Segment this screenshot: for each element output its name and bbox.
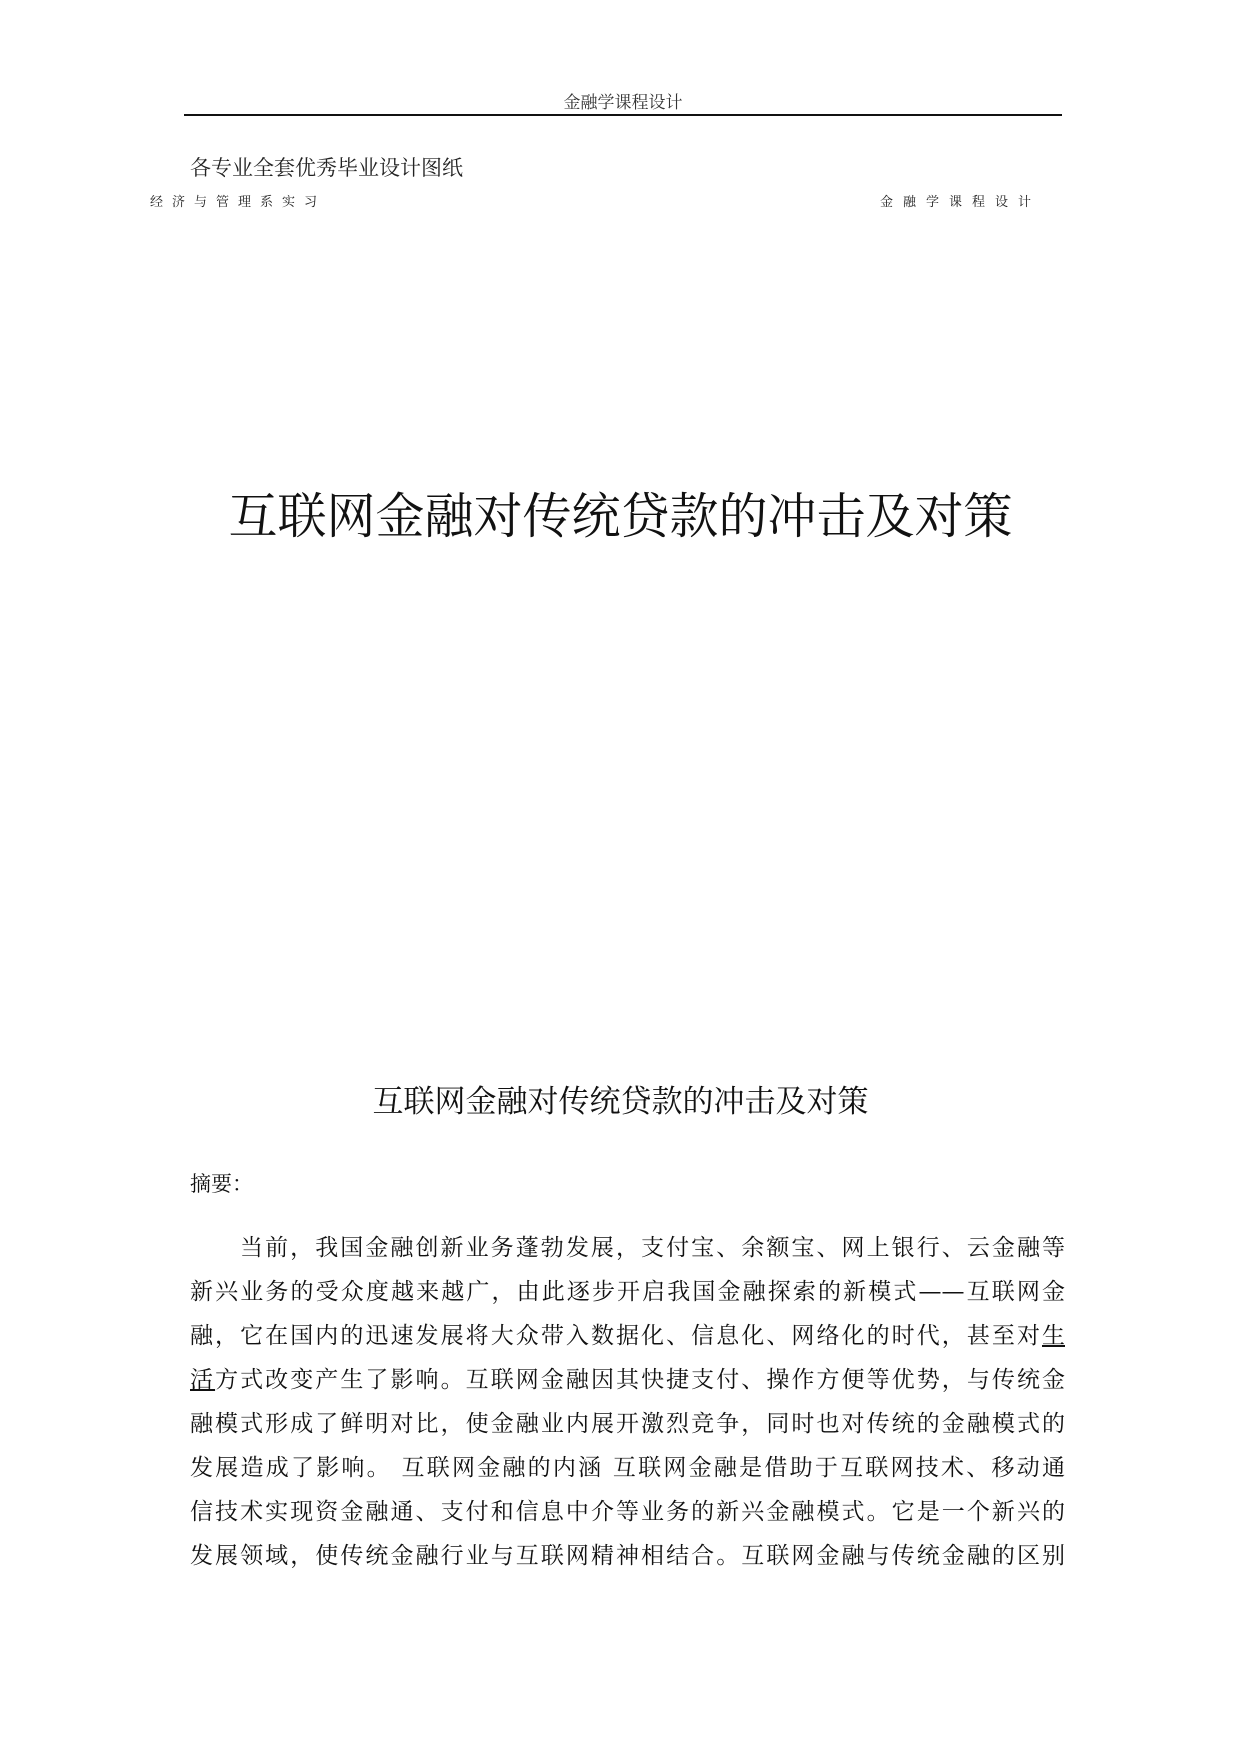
body-line: 信技术实现资金融通、支付和信息中介等业务的新兴金融模式。它是一个新兴的: [190, 1499, 1065, 1525]
banner-text: 各专业全套优秀毕业设计图纸: [190, 156, 463, 180]
abstract-body: [190, 1226, 1065, 1578]
course-label: 金融学课程设计: [879, 195, 1041, 210]
header-rule: [184, 114, 1062, 116]
running-header: 金融学课程设计: [563, 93, 683, 113]
cover-title: 互联网金融对传统贷款的冲击及对策: [228, 488, 1013, 545]
body-line: 发展领域，使传统金融行业与互联网精神相结合。互联网金融与传统金融的区别: [190, 1543, 1065, 1569]
body-line: [190, 1314, 1065, 1358]
underlined-text: 生: [1042, 1323, 1065, 1349]
body-line: 新兴业务的受众度越来越广，由此逐步开启我国金融探索的新模式——互联网金: [190, 1279, 1065, 1305]
body-line: 融模式形成了鲜明对比，使金融业内展开激烈竞争，同时也对传统的金融模式的: [190, 1411, 1065, 1437]
body-line: 发展造成了影响。 互联网金融的内涵 互联网金融是借助于互联网技术、移动通: [190, 1455, 1065, 1481]
body-line: 当前，我国金融创新业务蓬勃发展，支付宝、余额宝、网上银行、云金融等: [240, 1235, 1065, 1261]
department-label: 经济与管理系实习: [150, 195, 327, 210]
body-line-text: 融，它在国内的迅速发展将大众带入数据化、信息化、网络化的时代，甚至对: [190, 1323, 1042, 1349]
underlined-text: 活: [190, 1367, 216, 1393]
body-line: [190, 1358, 1065, 1402]
section-title: 互联网金融对传统贷款的冲击及对策: [372, 1084, 869, 1120]
body-line-text: 方式改变产生了影响。互联网金融因其快捷支付、操作方便等优势，与传统金: [215, 1367, 1065, 1393]
abstract-label: 摘要：: [190, 1172, 253, 1196]
